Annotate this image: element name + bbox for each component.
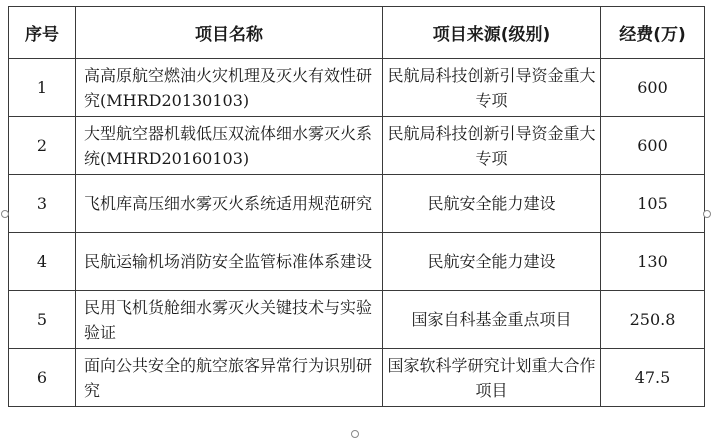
header-project-name: 项目名称 (76, 7, 383, 59)
row-project-source: 民航安全能力建设 (383, 233, 601, 291)
row-project-name: 面向公共安全的航空旅客异常行为识别研究 (76, 349, 383, 407)
table-row (9, 233, 705, 291)
row-project-source: 民航局科技创新引导资金重大专项 (383, 59, 601, 117)
table-header-row (9, 7, 705, 59)
project-table (8, 6, 705, 407)
table-row (9, 117, 705, 175)
row-serial-number: 6 (9, 349, 76, 407)
row-funding: 250.8 (601, 291, 705, 349)
row-project-source: 民航安全能力建设 (383, 175, 601, 233)
row-project-name: 大型航空器机载低压双流体细水雾灭火系统(MHRD20160103) (76, 117, 383, 175)
table-row (9, 349, 705, 407)
row-serial-number: 2 (9, 117, 76, 175)
row-funding: 600 (601, 117, 705, 175)
row-project-name: 民用飞机货舱细水雾灭火关键技术与实验验证 (76, 291, 383, 349)
header-project-source: 项目来源(级别) (383, 7, 601, 59)
row-funding: 600 (601, 59, 705, 117)
row-project-name: 高高原航空燃油火灾机理及灭火有效性研究(MHRD20130103) (76, 59, 383, 117)
row-project-source: 国家软科学研究计划重大合作项目 (383, 349, 601, 407)
row-project-source: 国家自科基金重点项目 (383, 291, 601, 349)
row-project-name: 民航运输机场消防安全监管标准体系建设 (76, 233, 383, 291)
table-row (9, 59, 705, 117)
row-funding: 130 (601, 233, 705, 291)
table-row (9, 291, 705, 349)
row-serial-number: 3 (9, 175, 76, 233)
resize-handle-bottom[interactable] (351, 430, 359, 438)
table-row (9, 175, 705, 233)
row-serial-number: 5 (9, 291, 76, 349)
resize-handle-right[interactable] (703, 210, 711, 218)
row-funding: 47.5 (601, 349, 705, 407)
row-serial-number: 1 (9, 59, 76, 117)
resize-handle-left[interactable] (1, 210, 9, 218)
header-serial-number: 序号 (9, 7, 76, 59)
header-funding: 经费(万) (601, 7, 705, 59)
row-serial-number: 4 (9, 233, 76, 291)
row-funding: 105 (601, 175, 705, 233)
row-project-source: 民航局科技创新引导资金重大专项 (383, 117, 601, 175)
row-project-name: 飞机库高压细水雾灭火系统适用规范研究 (76, 175, 383, 233)
